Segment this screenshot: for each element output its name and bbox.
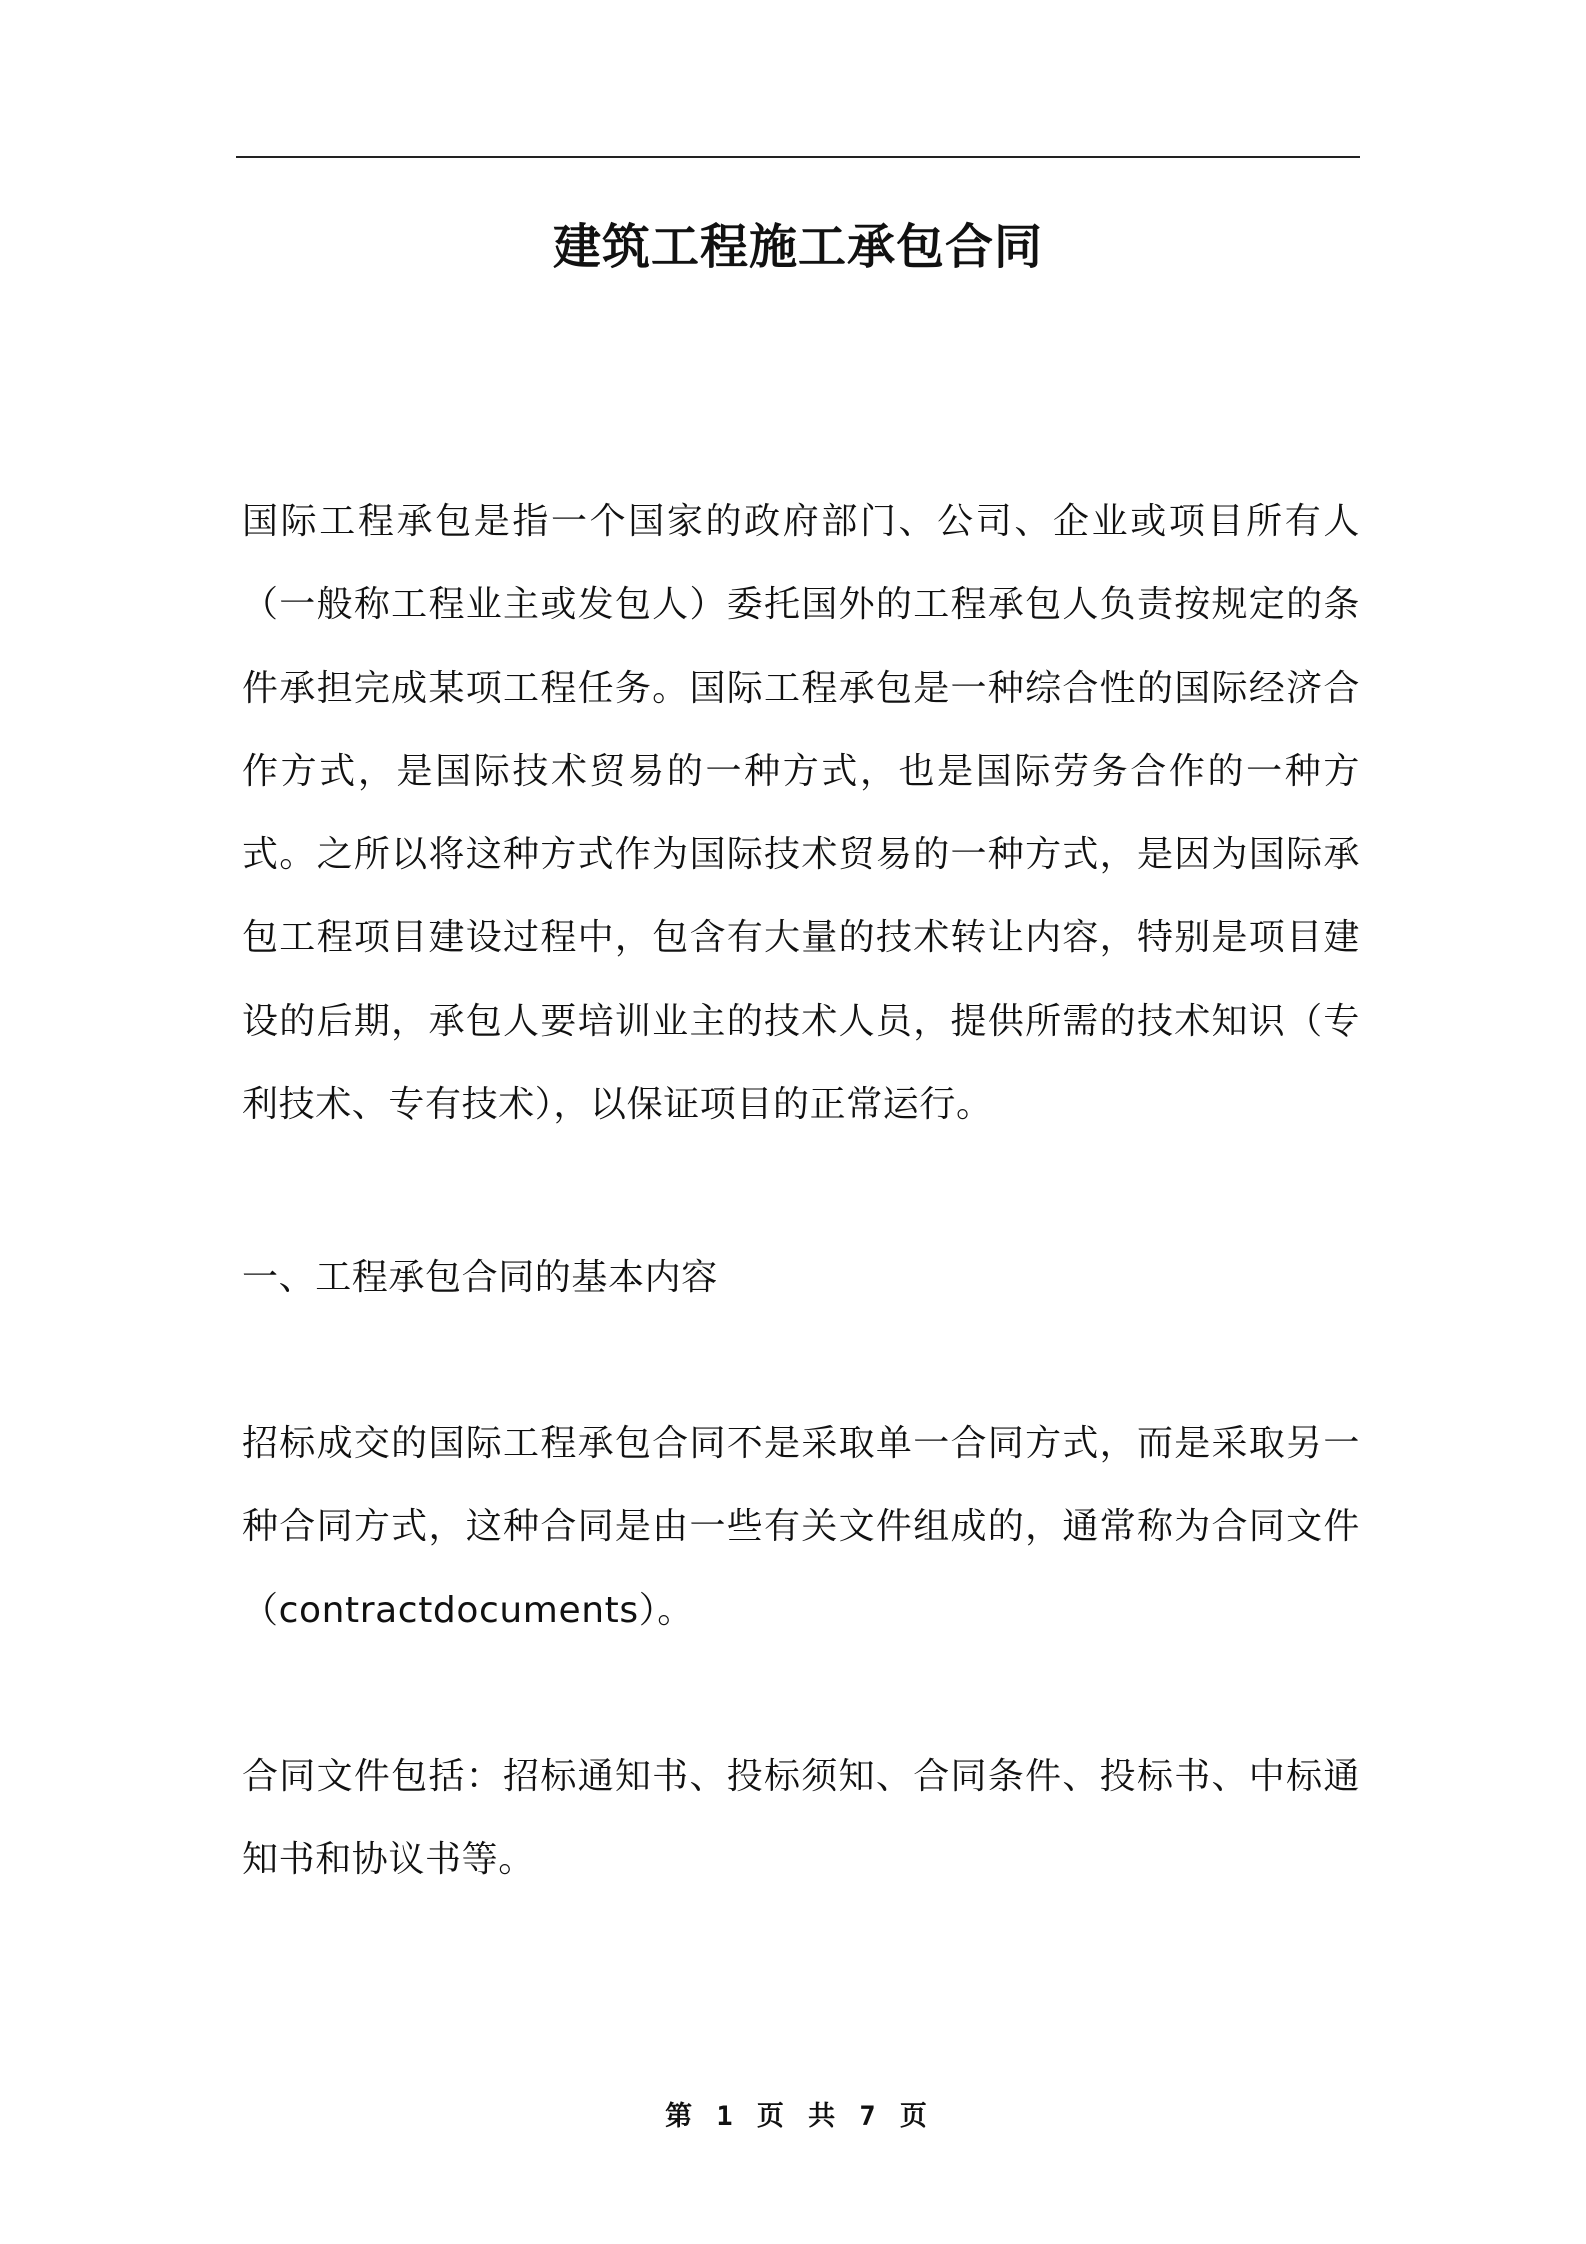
document-title: 建筑工程施工承包合同 xyxy=(552,219,1043,275)
section-heading: 一、工程承包合同的基本内容 xyxy=(242,1257,718,1298)
section-paragraph: 招标成交的国际工程承包合同不是采取单一合同方式，而是采取另一种合同方式，这种合同是由一些有关文件组成的，通常称为合同文件（contractdocuments）。 xyxy=(242,1423,1360,1631)
header-rule xyxy=(236,156,1360,158)
documents-paragraph: 合同文件包括：招标通知书、投标须知、合同条件、投标书、中标通知书和协议书等。 xyxy=(242,1756,1360,1881)
intro-paragraph: 国际工程承包是指一个国家的政府部门、公司、企业或项目所有人（一般称工程业主或发包人）委托国外的工程承包人负责按规定的条件承担完成某项工程任务。国际工程承包是一种综合性的国际经济合作方式，是国际技术贸易的一种方式，也是国际劳务合作的一种方式。之所以将这种方式作为国际技术贸易的一种方式，是因为国际承包工程项目建设过程中，包含有大量的技术转让内容，特别是项目建设的后期，承包人要培训业主的技术人员，提供所需的技术知识（专利技术、专有技术），以保证项目的正常运行。 xyxy=(242,501,1360,1126)
page-number: 第 1 页 共 7 页 xyxy=(665,2101,931,2132)
